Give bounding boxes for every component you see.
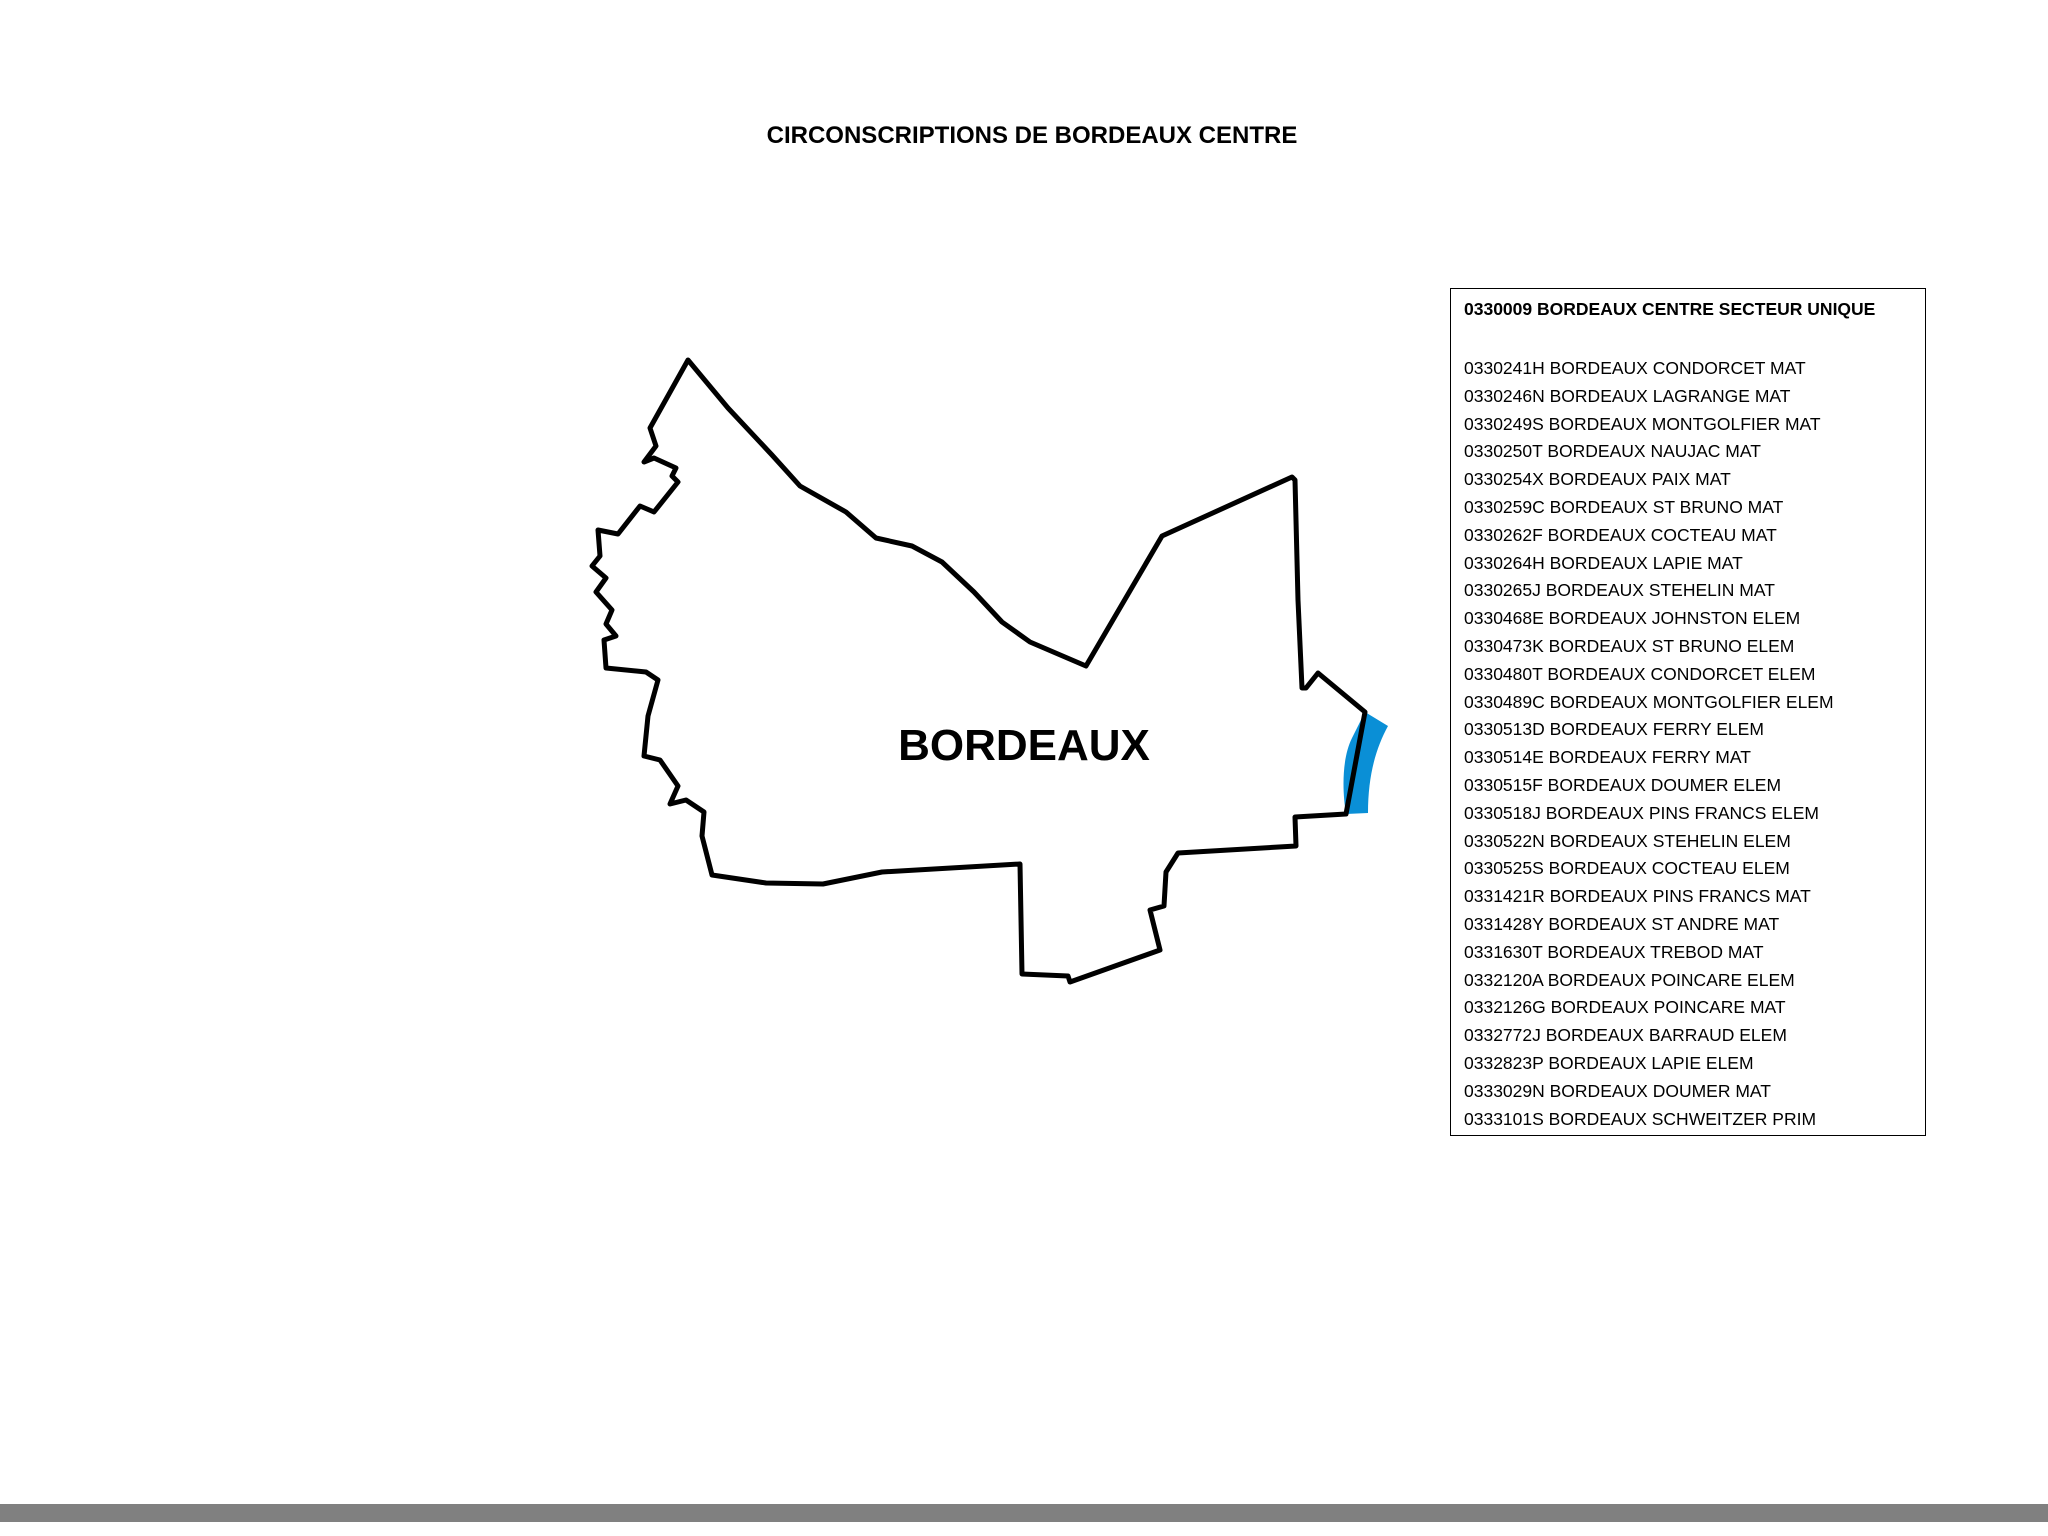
legend-item: 0330265J BORDEAUX STEHELIN MAT bbox=[1464, 580, 1775, 601]
legend-heading: 0330009 BORDEAUX CENTRE SECTEUR UNIQUE bbox=[1464, 299, 1876, 319]
legend-item: 0331428Y BORDEAUX ST ANDRE MAT bbox=[1464, 913, 1780, 934]
bordeaux-boundary[interactable] bbox=[592, 360, 1365, 982]
legend-item: 0330518J BORDEAUX PINS FRANCS ELEM bbox=[1464, 802, 1819, 823]
legend-item: 0332823P BORDEAUX LAPIE ELEM bbox=[1464, 1052, 1754, 1073]
legend-item: 0330249S BORDEAUX MONTGOLFIER MAT bbox=[1464, 413, 1821, 434]
legend-item: 0330241H BORDEAUX CONDORCET MAT bbox=[1464, 358, 1806, 378]
legend-item: 0330259C BORDEAUX ST BRUNO MAT bbox=[1464, 496, 1784, 517]
legend-item: 0330264H BORDEAUX LAPIE MAT bbox=[1464, 552, 1743, 573]
legend-item: 0331421R BORDEAUX PINS FRANCS MAT bbox=[1464, 886, 1811, 907]
legend-item: 0330262F BORDEAUX COCTEAU MAT bbox=[1464, 524, 1777, 545]
legend-item: 0330246N BORDEAUX LAGRANGE MAT bbox=[1464, 385, 1791, 406]
legend-item: 0330473K BORDEAUX ST BRUNO ELEM bbox=[1464, 635, 1795, 656]
legend-box bbox=[1450, 288, 1926, 1136]
city-label: BORDEAUX bbox=[898, 721, 1150, 770]
legend-item: 0330489C BORDEAUX MONTGOLFIER ELEM bbox=[1464, 691, 1834, 712]
legend-item: 0332772J BORDEAUX BARRAUD ELEM bbox=[1464, 1025, 1787, 1046]
legend-item: 0330514E BORDEAUX FERRY MAT bbox=[1464, 747, 1751, 768]
legend-item: 0330515F BORDEAUX DOUMER ELEM bbox=[1464, 774, 1782, 795]
legend-list bbox=[1464, 355, 1925, 1133]
legend-item: 0330522N BORDEAUX STEHELIN ELEM bbox=[1464, 830, 1791, 851]
legend-item: 0333101S BORDEAUX SCHWEITZER PRIM bbox=[1464, 1108, 1817, 1129]
bottom-bar bbox=[0, 1504, 2048, 1522]
legend-item: 0330513D BORDEAUX FERRY ELEM bbox=[1464, 719, 1764, 740]
legend-item: 0332120A BORDEAUX POINCARE ELEM bbox=[1464, 969, 1795, 990]
legend-item: 0330250T BORDEAUX NAUJAC MAT bbox=[1464, 441, 1761, 462]
legend-item: 0331630T BORDEAUX TREBOD MAT bbox=[1464, 941, 1764, 962]
legend-item: 0330254X BORDEAUX PAIX MAT bbox=[1464, 469, 1731, 490]
legend-item: 0330468E BORDEAUX JOHNSTON ELEM bbox=[1464, 608, 1801, 629]
legend-item: 0330525S BORDEAUX COCTEAU ELEM bbox=[1464, 858, 1790, 879]
legend-item: 0333029N BORDEAUX DOUMER MAT bbox=[1464, 1080, 1771, 1101]
page-title: CIRCONSCRIPTIONS DE BORDEAUX CENTRE bbox=[766, 122, 1298, 149]
legend-item: 0330480T BORDEAUX CONDORCET ELEM bbox=[1464, 663, 1816, 684]
legend-item: 0332126G BORDEAUX POINCARE MAT bbox=[1464, 997, 1786, 1018]
